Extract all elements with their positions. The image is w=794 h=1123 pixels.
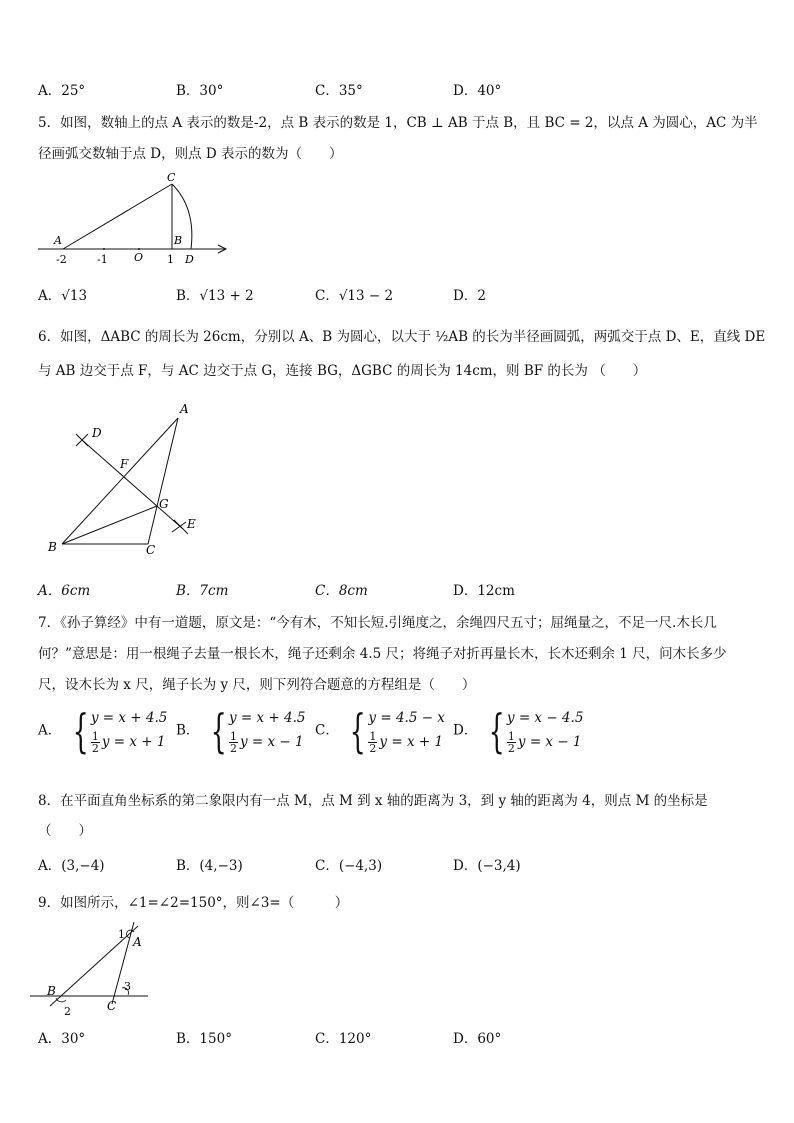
q5-tick-minus2: -2 (56, 253, 67, 266)
q9-angle-3: 3 (124, 980, 131, 993)
q6-text-line1: 6．如图，ΔABC 的周长为 26cm，分别以 A、B 为圆心，以大于 ½AB 的长为半径画圆弧，两弧交于点 D、E，直线 DE (38, 329, 766, 345)
q9-text-line1: 9．如图所示，∠1=∠2=150°，则∠3=（ ） (38, 895, 349, 911)
q5-text-line1: 5．如图，数轴上的点 A 表示的数是-2，点 B 表示的数是 1，CB ⊥ AB 于点 B，且 BC = 2，以点 A 为圆心，AC 为半 (38, 115, 758, 131)
q5-option-d: D．2 (453, 288, 486, 304)
brace-icon: { (72, 704, 89, 758)
q7-option-c: C． { y = 4.5 − x $\frac{1}{2}$ y = x + 1 (315, 704, 445, 758)
q8-option-b: B．(4,−3) (176, 858, 243, 874)
q8-option-c: C．(−4,3) (315, 858, 383, 874)
q6-option-d: D．12cm (453, 583, 515, 599)
q7-option-b-system: { y = x + 4.5 $\frac{1}{2}$ y = x − 1 (210, 704, 306, 758)
q6-option-b: B．7cm (176, 583, 229, 599)
q7-option-c-system: { y = 4.5 − x $\frac{1}{2}$ y = x + 1 (349, 704, 445, 758)
q8-option-d: D．(−3,4) (453, 858, 521, 874)
q4-option-a: A．25° (38, 83, 86, 99)
q9-angle-figure (30, 918, 160, 1018)
q5-label-d: D (185, 253, 194, 266)
q9-option-d: D．60° (453, 1031, 502, 1047)
q6-label-e: E (187, 517, 196, 531)
q6-label-b: B (48, 540, 57, 554)
q5-option-b: B．√13 + 2 (176, 288, 254, 304)
q5-tick-1: 1 (167, 253, 174, 266)
brace-icon: { (349, 704, 366, 758)
q9-label-b: B (47, 984, 56, 998)
q5-tick-minus1: -1 (97, 253, 108, 266)
q5-label-o: O (134, 251, 144, 264)
q4-option-b: B．30° (176, 83, 224, 99)
q9-option-c: C．120° (315, 1031, 372, 1047)
q6-label-a: A (180, 402, 189, 416)
q7-option-a-system: { y = x + 4.5 $\frac{1}{2}$ y = x + 1 (72, 704, 168, 758)
q9-option-a: A．30° (38, 1031, 86, 1047)
q5-label-c: C (167, 171, 176, 184)
q7-option-b: B． { y = x + 4.5 $\frac{1}{2}$ y = x − 1 (176, 704, 306, 758)
q9-option-b: B．150° (176, 1031, 232, 1047)
q6-option-c: C．8cm (315, 583, 368, 599)
brace-icon: { (210, 704, 227, 758)
q7-text-line1: 7．《孙子算经》中有一道题，原文是：“今有木，不知长短.引绳度之，余绳四尺五寸；屈绳量之，不足一尺.木长几 (38, 615, 717, 631)
q8-text-line2: （ ） (38, 823, 92, 839)
q6-label-f: F (120, 457, 129, 471)
q5-option-c: C．√13 − 2 (315, 288, 394, 304)
q8-option-a: A．(3,−4) (38, 858, 105, 874)
q4-option-d: D．40° (453, 83, 502, 99)
q9-label-c: C (107, 999, 117, 1013)
q7-option-a: A． { y = x + 4.5 $\frac{1}{2}$ y = x + 1 (38, 704, 168, 758)
brace-icon: { (488, 704, 505, 758)
q4-option-c: C．35° (315, 83, 363, 99)
q7-option-d-system: { y = x − 4.5 $\frac{1}{2}$ y = x − 1 (488, 704, 584, 758)
q6-label-g: G (159, 497, 169, 511)
q6-option-a: A．6cm (38, 583, 91, 599)
q5-label-b: B (174, 234, 183, 247)
q8-text-line1: 8．在平面直角坐标系的第二象限内有一点 M，点 M 到 x 轴的距离为 3，到 y 轴的距离为 4，则点 M 的坐标是 (38, 793, 708, 809)
q5-text-line2: 径画弧交数轴于点 D，则点 D 表示的数为（ ） (38, 146, 343, 162)
q9-angle-2: 2 (64, 1005, 71, 1018)
q7-text-line3: 尺，设木长为 x 尺，绳子长为 y 尺，则下列符合题意的方程组是（ ） (38, 677, 476, 693)
q5-option-a: A．√13 (38, 288, 88, 304)
q9-angle-1: 1 (118, 928, 125, 941)
q9-label-a: A (133, 935, 142, 949)
q6-label-d: D (92, 426, 102, 440)
q7-text-line2: 何？”意思是：用一根绳子去量一根长木，绳子还剩余 4.5 尺；将绳子对折再量长木，长木还剩余 1 尺，问木长多少 (38, 646, 727, 662)
q5-number-line-figure (30, 168, 240, 268)
q6-label-c: C (146, 543, 156, 557)
q6-triangle-figure (40, 398, 210, 558)
q5-label-a: A (54, 234, 62, 247)
q7-option-d: D． { y = x − 4.5 $\frac{1}{2}$ y = x − 1 (453, 704, 584, 758)
q6-text-line2: 与 AB 边交于点 F，与 AC 边交于点 G，连接 BG，ΔGBC 的周长为 14cm，则 BF 的长为 （ ） (38, 363, 647, 379)
